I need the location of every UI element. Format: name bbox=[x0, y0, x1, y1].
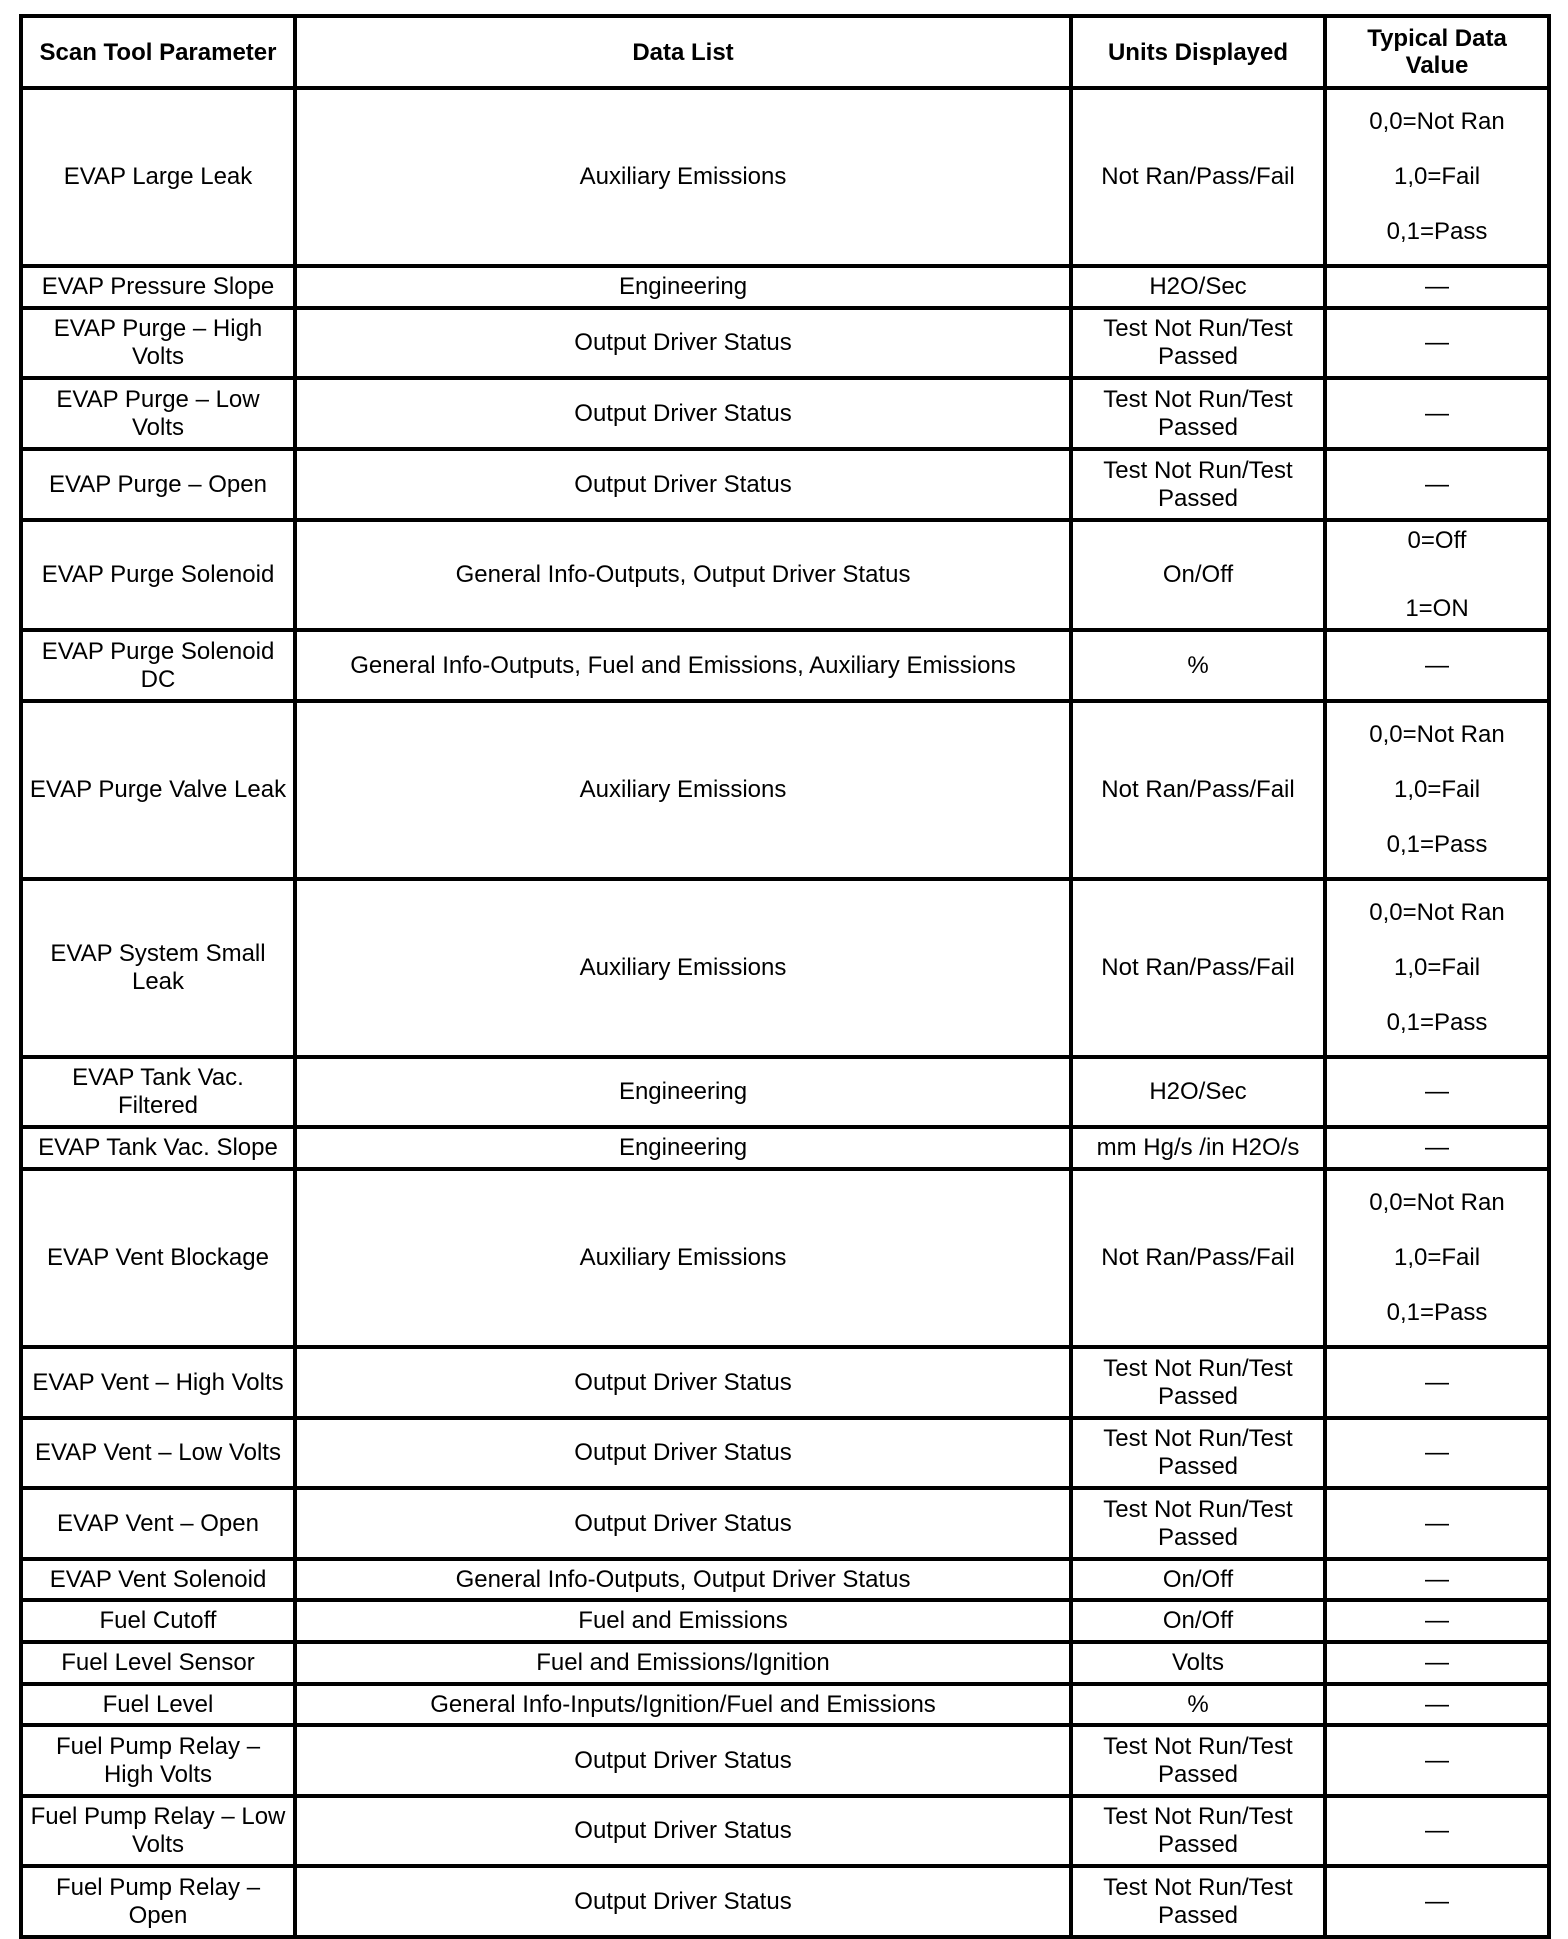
units-displayed-cell: Test Not Run/Test Passed bbox=[1071, 1347, 1325, 1418]
scan-tool-parameter-cell: EVAP Large Leak bbox=[21, 88, 295, 266]
header-scan-tool-parameter: Scan Tool Parameter bbox=[21, 16, 295, 88]
typical-data-value-cell: — bbox=[1325, 630, 1549, 701]
typical-data-value-cell: — bbox=[1325, 1057, 1549, 1127]
data-list-cell: Output Driver Status bbox=[295, 1866, 1071, 1937]
scan-tool-parameter-cell: EVAP Vent – High Volts bbox=[21, 1347, 295, 1418]
typical-value: 0,0=Not Ran bbox=[1369, 1189, 1505, 1216]
data-list-cell: Output Driver Status bbox=[295, 1347, 1071, 1418]
scan-tool-parameter-cell: Fuel Level bbox=[21, 1684, 295, 1725]
typical-data-value-cell: — bbox=[1325, 1796, 1549, 1866]
scan-tool-data-table bbox=[19, 14, 1551, 1939]
units-displayed-cell: % bbox=[1071, 630, 1325, 701]
data-list-cell: Auxiliary Emissions bbox=[295, 88, 1071, 266]
units-displayed-cell: mm Hg/s /in H2O/s bbox=[1071, 1127, 1325, 1169]
data-list-cell: Output Driver Status bbox=[295, 1796, 1071, 1866]
table-row bbox=[21, 1347, 1549, 1418]
table-row bbox=[21, 1057, 1549, 1127]
table-row bbox=[21, 88, 1549, 266]
typical-value: 1,0=Fail bbox=[1393, 163, 1481, 190]
data-list-cell: Output Driver Status bbox=[295, 449, 1071, 520]
typical-value-list bbox=[1333, 1183, 1541, 1333]
units-displayed-cell: Test Not Run/Test Passed bbox=[1071, 308, 1325, 378]
data-list-cell: Auxiliary Emissions bbox=[295, 879, 1071, 1057]
typical-value-list bbox=[1333, 525, 1541, 625]
data-list-cell: General Info-Inputs/Ignition/Fuel and Emissions bbox=[295, 1684, 1071, 1725]
data-list-cell: Engineering bbox=[295, 266, 1071, 308]
typical-value: 0,0=Not Ran bbox=[1369, 721, 1505, 748]
units-displayed-cell: Not Ran/Pass/Fail bbox=[1071, 1169, 1325, 1347]
data-list-cell: Output Driver Status bbox=[295, 1418, 1071, 1488]
scan-tool-parameter-cell: Fuel Pump Relay – High Volts bbox=[21, 1725, 295, 1796]
typical-data-value-cell: — bbox=[1325, 1488, 1549, 1559]
data-list-cell: General Info-Outputs, Output Driver Status bbox=[295, 1559, 1071, 1600]
units-displayed-cell: On/Off bbox=[1071, 1600, 1325, 1642]
units-displayed-cell: Not Ran/Pass/Fail bbox=[1071, 701, 1325, 879]
typical-data-value-cell bbox=[1325, 1169, 1549, 1347]
units-displayed-cell: Test Not Run/Test Passed bbox=[1071, 1866, 1325, 1937]
header-row bbox=[21, 16, 1549, 88]
units-displayed-cell: Not Ran/Pass/Fail bbox=[1071, 879, 1325, 1057]
table-row bbox=[21, 520, 1549, 630]
table-row bbox=[21, 1684, 1549, 1725]
typical-value: 1=ON bbox=[1405, 595, 1469, 622]
typical-data-value-cell: — bbox=[1325, 308, 1549, 378]
scan-tool-parameter-cell: Fuel Pump Relay – Open bbox=[21, 1866, 295, 1937]
table-row bbox=[21, 1559, 1549, 1600]
typical-value: 1,0=Fail bbox=[1393, 776, 1481, 803]
scan-tool-parameter-cell: EVAP Vent – Low Volts bbox=[21, 1418, 295, 1488]
table-row bbox=[21, 308, 1549, 378]
data-list-cell: General Info-Outputs, Output Driver Status bbox=[295, 520, 1071, 630]
typical-data-value-cell bbox=[1325, 520, 1549, 630]
typical-data-value-cell bbox=[1325, 88, 1549, 266]
units-displayed-cell: H2O/Sec bbox=[1071, 266, 1325, 308]
table-row bbox=[21, 1169, 1549, 1347]
data-list-cell: Output Driver Status bbox=[295, 1488, 1071, 1559]
typical-data-value-cell: — bbox=[1325, 1347, 1549, 1418]
scan-tool-parameter-cell: Fuel Pump Relay – Low Volts bbox=[21, 1796, 295, 1866]
scan-tool-parameter-cell: EVAP Purge Solenoid bbox=[21, 520, 295, 630]
scan-tool-parameter-cell: EVAP Purge – Low Volts bbox=[21, 378, 295, 449]
typical-data-value-cell: — bbox=[1325, 1684, 1549, 1725]
scan-tool-parameter-cell: EVAP Pressure Slope bbox=[21, 266, 295, 308]
table-row bbox=[21, 1418, 1549, 1488]
data-list-cell: Output Driver Status bbox=[295, 308, 1071, 378]
table-row bbox=[21, 1127, 1549, 1169]
typical-value: 0,1=Pass bbox=[1386, 1009, 1488, 1036]
units-displayed-cell: On/Off bbox=[1071, 520, 1325, 630]
units-displayed-cell: % bbox=[1071, 1684, 1325, 1725]
table-row bbox=[21, 449, 1549, 520]
units-displayed-cell: Not Ran/Pass/Fail bbox=[1071, 88, 1325, 266]
units-displayed-cell: Volts bbox=[1071, 1642, 1325, 1684]
units-displayed-cell: H2O/Sec bbox=[1071, 1057, 1325, 1127]
data-list-cell: Engineering bbox=[295, 1127, 1071, 1169]
data-list-cell: General Info-Outputs, Fuel and Emissions, Auxiliary Emissions bbox=[295, 630, 1071, 701]
typical-data-value-cell: — bbox=[1325, 1866, 1549, 1937]
typical-value-list bbox=[1333, 715, 1541, 865]
scan-tool-parameter-cell: EVAP Purge Valve Leak bbox=[21, 701, 295, 879]
table-body bbox=[21, 88, 1549, 1937]
units-displayed-cell: Test Not Run/Test Passed bbox=[1071, 1418, 1325, 1488]
units-displayed-cell: Test Not Run/Test Passed bbox=[1071, 378, 1325, 449]
units-displayed-cell: On/Off bbox=[1071, 1559, 1325, 1600]
table-row bbox=[21, 1725, 1549, 1796]
table-row bbox=[21, 630, 1549, 701]
typical-value: 1,0=Fail bbox=[1393, 954, 1481, 981]
typical-data-value-cell bbox=[1325, 879, 1549, 1057]
typical-value: 0,0=Not Ran bbox=[1369, 899, 1505, 926]
typical-data-value-cell bbox=[1325, 701, 1549, 879]
table-row bbox=[21, 378, 1549, 449]
typical-data-value-cell: — bbox=[1325, 1559, 1549, 1600]
data-list-cell: Output Driver Status bbox=[295, 1725, 1071, 1796]
table-row bbox=[21, 1488, 1549, 1559]
data-list-cell: Output Driver Status bbox=[295, 378, 1071, 449]
units-displayed-cell: Test Not Run/Test Passed bbox=[1071, 1488, 1325, 1559]
typical-value: 0=Off bbox=[1407, 527, 1467, 554]
typical-value: 0,1=Pass bbox=[1386, 1299, 1488, 1326]
typical-value: 0,0=Not Ran bbox=[1369, 108, 1505, 135]
units-displayed-cell: Test Not Run/Test Passed bbox=[1071, 1725, 1325, 1796]
scan-tool-parameter-cell: Fuel Level Sensor bbox=[21, 1642, 295, 1684]
data-list-cell: Auxiliary Emissions bbox=[295, 1169, 1071, 1347]
table-row bbox=[21, 1796, 1549, 1866]
typical-value: 1,0=Fail bbox=[1393, 1244, 1481, 1271]
data-list-cell: Fuel and Emissions/Ignition bbox=[295, 1642, 1071, 1684]
scan-tool-parameter-cell: Fuel Cutoff bbox=[21, 1600, 295, 1642]
scan-tool-parameter-cell: EVAP Purge Solenoid DC bbox=[21, 630, 295, 701]
header-typical-data-value: Typical Data Value bbox=[1325, 16, 1549, 88]
typical-value-list bbox=[1333, 102, 1541, 252]
typical-value-list bbox=[1333, 893, 1541, 1043]
data-list-cell: Auxiliary Emissions bbox=[295, 701, 1071, 879]
scan-tool-parameter-cell: EVAP System Small Leak bbox=[21, 879, 295, 1057]
header-data-list: Data List bbox=[295, 16, 1071, 88]
typical-data-value-cell: — bbox=[1325, 1600, 1549, 1642]
scan-tool-parameter-cell: EVAP Vent Blockage bbox=[21, 1169, 295, 1347]
units-displayed-cell: Test Not Run/Test Passed bbox=[1071, 449, 1325, 520]
scan-tool-parameter-cell: EVAP Vent Solenoid bbox=[21, 1559, 295, 1600]
typical-data-value-cell: — bbox=[1325, 378, 1549, 449]
table-row bbox=[21, 1866, 1549, 1937]
typical-data-value-cell: — bbox=[1325, 1418, 1549, 1488]
typical-value: 0,1=Pass bbox=[1386, 831, 1488, 858]
table-row bbox=[21, 1600, 1549, 1642]
typical-value: 0,1=Pass bbox=[1386, 218, 1488, 245]
table-row bbox=[21, 1642, 1549, 1684]
data-list-cell: Engineering bbox=[295, 1057, 1071, 1127]
typical-data-value-cell: — bbox=[1325, 449, 1549, 520]
typical-data-value-cell: — bbox=[1325, 1642, 1549, 1684]
typical-data-value-cell: — bbox=[1325, 1127, 1549, 1169]
units-displayed-cell: Test Not Run/Test Passed bbox=[1071, 1796, 1325, 1866]
scan-tool-parameter-cell: EVAP Purge – High Volts bbox=[21, 308, 295, 378]
data-list-cell: Fuel and Emissions bbox=[295, 1600, 1071, 1642]
table-row bbox=[21, 879, 1549, 1057]
table-row bbox=[21, 266, 1549, 308]
typical-data-value-cell: — bbox=[1325, 266, 1549, 308]
scan-tool-parameter-cell: EVAP Purge – Open bbox=[21, 449, 295, 520]
typical-data-value-cell: — bbox=[1325, 1725, 1549, 1796]
scan-tool-parameter-cell: EVAP Tank Vac. Slope bbox=[21, 1127, 295, 1169]
scan-tool-parameter-cell: EVAP Vent – Open bbox=[21, 1488, 295, 1559]
table-row bbox=[21, 701, 1549, 879]
scan-tool-parameter-cell: EVAP Tank Vac. Filtered bbox=[21, 1057, 295, 1127]
header-units-displayed: Units Displayed bbox=[1071, 16, 1325, 88]
